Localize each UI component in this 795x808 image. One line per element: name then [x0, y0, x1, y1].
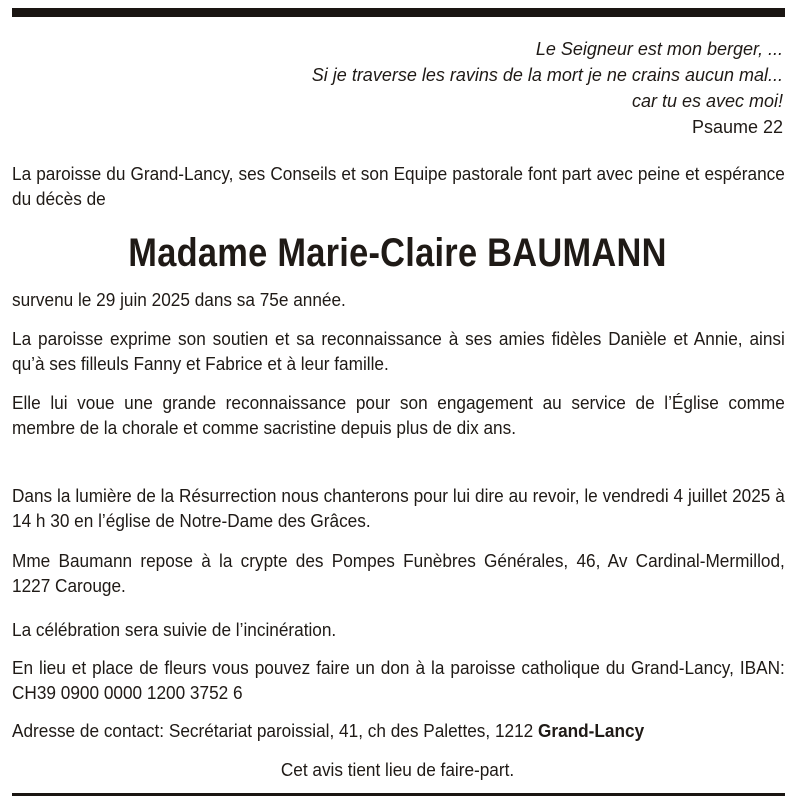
- paragraph-cremation: La célébration sera suivie de l’incinération.: [12, 619, 337, 640]
- paragraph-gratitude: Elle lui voue une grande reconnaissance pour son engagement au service de l’Église comme membre de la chorale et comme sacristine depuis plus de dix ans.: [12, 392, 785, 438]
- epigraph-line-1: Le Seigneur est mon berger, ...: [535, 39, 783, 59]
- epigraph: [83, 36, 783, 140]
- bottom-rule: [12, 793, 785, 796]
- epigraph-line-2: Si je traverse les ravins de la mort je ne crains aucun mal...: [311, 65, 783, 85]
- contact-prefix: Adresse de contact: Secrétariat paroissial, 41, ch des Palettes, 1212: [12, 720, 539, 741]
- intro-text: La paroisse du Grand-Lancy, ses Conseils et son Equipe pastorale font part avec peine et espérance du décès de: [12, 163, 785, 209]
- closing-line: Cet avis tient lieu de faire-part.: [280, 759, 515, 780]
- paragraph-donation: En lieu et place de fleurs vous pouvez faire un don à la paroisse catholique du Grand-Lancy, IBAN: CH39 0900 0000 1200 3752 6: [12, 657, 785, 703]
- contact-address: [12, 718, 785, 743]
- epigraph-reference: Psaume 22: [691, 117, 783, 137]
- contact-place: Grand-Lancy: [538, 720, 645, 741]
- epigraph-line-3: car tu es avec moi!: [631, 91, 783, 111]
- paragraph-ceremony: Dans la lumière de la Résurrection nous chanterons pour lui dire au revoir, le vendredi 4 juillet 2025 à 14 h 30 en l’église de Notre-Dame des Grâces.: [12, 485, 785, 531]
- paragraph-rest: Mme Baumann repose à la crypte des Pompes Funèbres Générales, 46, Av Cardinal-Mermillod, 1227 Carouge.: [12, 550, 785, 596]
- death-notice: survenu le 29 juin 2025 dans sa 75e année.: [12, 289, 346, 310]
- intro-block: [12, 161, 785, 211]
- paragraph-support: La paroisse exprime son soutien et sa reconnaissance à ses amies fidèles Danièle et Annie, ainsi qu’à ses filleuls Fanny et Fabrice et à leur famille.: [12, 328, 785, 374]
- deceased-name: Madame Marie-Claire BAUMANN: [128, 231, 667, 275]
- top-rule: [12, 8, 785, 17]
